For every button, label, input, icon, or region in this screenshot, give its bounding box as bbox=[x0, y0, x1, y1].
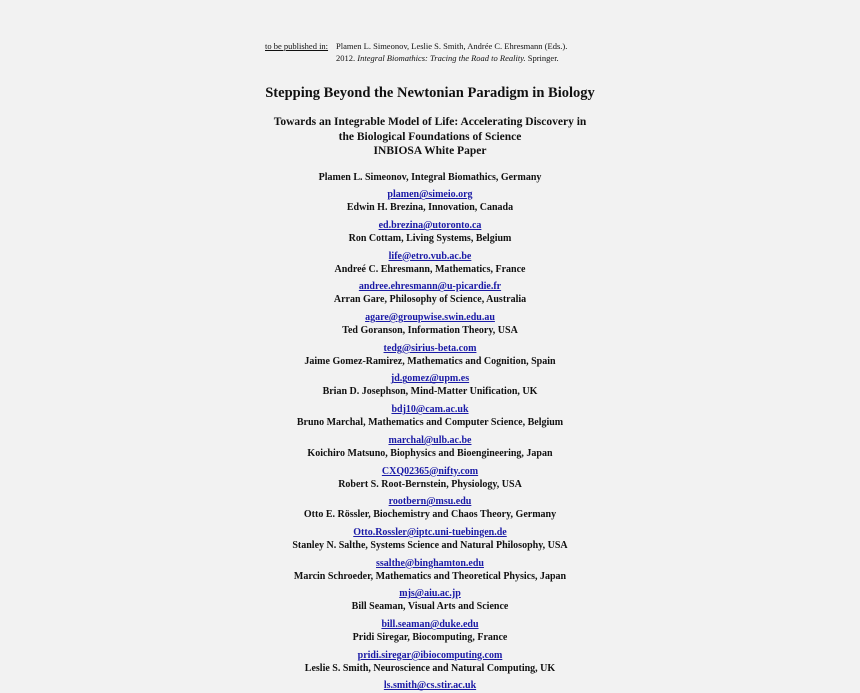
publication-note bbox=[265, 40, 567, 64]
author-email-link[interactable]: life@etro.vub.ac.be bbox=[389, 251, 472, 264]
author-name: Arran Gare, Philosophy of Science, Australia bbox=[0, 294, 860, 307]
author-email-link[interactable]: bill.seaman@duke.edu bbox=[381, 619, 478, 632]
publication-publisher: Springer. bbox=[528, 53, 559, 63]
author-email-row bbox=[0, 522, 860, 540]
author-email-row bbox=[0, 246, 860, 264]
author-email-link[interactable]: tedg@sirius-beta.com bbox=[384, 343, 477, 356]
author-email-link[interactable]: jd.gomez@upm.es bbox=[391, 373, 469, 386]
author-email-row bbox=[0, 276, 860, 294]
author-name: Edwin H. Brezina, Innovation, Canada bbox=[0, 202, 860, 215]
publication-label: to be published in: bbox=[265, 40, 328, 64]
author-email-row bbox=[0, 553, 860, 571]
subtitle-line-3: INBIOSA White Paper bbox=[0, 144, 860, 159]
publication-year: 2012. bbox=[336, 53, 355, 63]
author-name: Koichiro Matsuno, Biophysics and Bioengineering, Japan bbox=[0, 448, 860, 461]
author-email-link[interactable]: ls.smith@cs.stir.ac.uk bbox=[384, 680, 476, 693]
author-name: Pridi Siregar, Biocomputing, France bbox=[0, 632, 860, 645]
subtitle-line-1: Towards an Integrable Model of Life: Accelerating Discovery in bbox=[0, 115, 860, 130]
author-name: Jaime Gomez-Ramirez, Mathematics and Cognition, Spain bbox=[0, 356, 860, 369]
publication-book-line bbox=[336, 52, 567, 64]
publication-details bbox=[336, 40, 567, 64]
author-email-row bbox=[0, 307, 860, 325]
author-name: Bruno Marchal, Mathematics and Computer Science, Belgium bbox=[0, 417, 860, 430]
author-name: Bill Seaman, Visual Arts and Science bbox=[0, 601, 860, 614]
author-email-row bbox=[0, 215, 860, 233]
author-email-row bbox=[0, 645, 860, 663]
paper-title: Stepping Beyond the Newtonian Paradigm in Biology bbox=[0, 84, 860, 102]
author-email-link[interactable]: plamen@simeio.org bbox=[387, 189, 472, 202]
author-name: Andreé C. Ehresmann, Mathematics, France bbox=[0, 264, 860, 277]
author-email-link[interactable]: bdj10@cam.ac.uk bbox=[391, 404, 468, 417]
author-email-link[interactable]: ssalthe@binghamton.edu bbox=[376, 558, 484, 571]
author-email-row bbox=[0, 614, 860, 632]
author-email-row bbox=[0, 184, 860, 202]
author-email-row bbox=[0, 338, 860, 356]
author-name: Ted Goranson, Information Theory, USA bbox=[0, 325, 860, 338]
author-email-link[interactable]: agare@groupwise.swin.edu.au bbox=[365, 312, 495, 325]
author-email-link[interactable]: CXQ02365@nifty.com bbox=[382, 466, 478, 479]
publication-editors: Plamen L. Simeonov, Leslie S. Smith, Andrée C. Ehresmann (Eds.). bbox=[336, 40, 567, 52]
author-name: Stanley N. Salthe, Systems Science and Natural Philosophy, USA bbox=[0, 540, 860, 553]
author-email-row bbox=[0, 430, 860, 448]
author-email-link[interactable]: andree.ehresmann@u-picardie.fr bbox=[359, 281, 501, 294]
author-email-row bbox=[0, 368, 860, 386]
author-name: Plamen L. Simeonov, Integral Biomathics, Germany bbox=[0, 172, 860, 185]
publication-book-title: Integral Biomathics: Tracing the Road to Reality. bbox=[357, 53, 525, 63]
author-email-link[interactable]: Otto.Rossler@iptc.uni-tuebingen.de bbox=[353, 527, 506, 540]
author-email-link[interactable]: pridi.siregar@ibiocomputing.com bbox=[358, 650, 503, 663]
author-name: Otto E. Rössler, Biochemistry and Chaos Theory, Germany bbox=[0, 509, 860, 522]
subtitle-line-2: the Biological Foundations of Science bbox=[0, 130, 860, 145]
author-name: Robert S. Root-Bernstein, Physiology, USA bbox=[0, 479, 860, 492]
paper-header bbox=[0, 84, 860, 693]
author-email-link[interactable]: ed.brezina@utoronto.ca bbox=[379, 220, 482, 233]
author-email-link[interactable]: mjs@aiu.ac.jp bbox=[399, 588, 461, 601]
author-name: Marcin Schroeder, Mathematics and Theoretical Physics, Japan bbox=[0, 571, 860, 584]
author-list bbox=[0, 172, 860, 693]
author-name: Brian D. Josephson, Mind-Matter Unification, UK bbox=[0, 386, 860, 399]
author-email-row bbox=[0, 399, 860, 417]
author-email-row bbox=[0, 461, 860, 479]
author-name: Ron Cottam, Living Systems, Belgium bbox=[0, 233, 860, 246]
author-email-row bbox=[0, 583, 860, 601]
author-name: Leslie S. Smith, Neuroscience and Natural Computing, UK bbox=[0, 663, 860, 676]
author-email-row bbox=[0, 675, 860, 693]
paper-subtitle bbox=[0, 115, 860, 159]
author-email-row bbox=[0, 491, 860, 509]
author-email-link[interactable]: marchal@ulb.ac.be bbox=[388, 435, 471, 448]
author-email-link[interactable]: rootbern@msu.edu bbox=[389, 496, 472, 509]
